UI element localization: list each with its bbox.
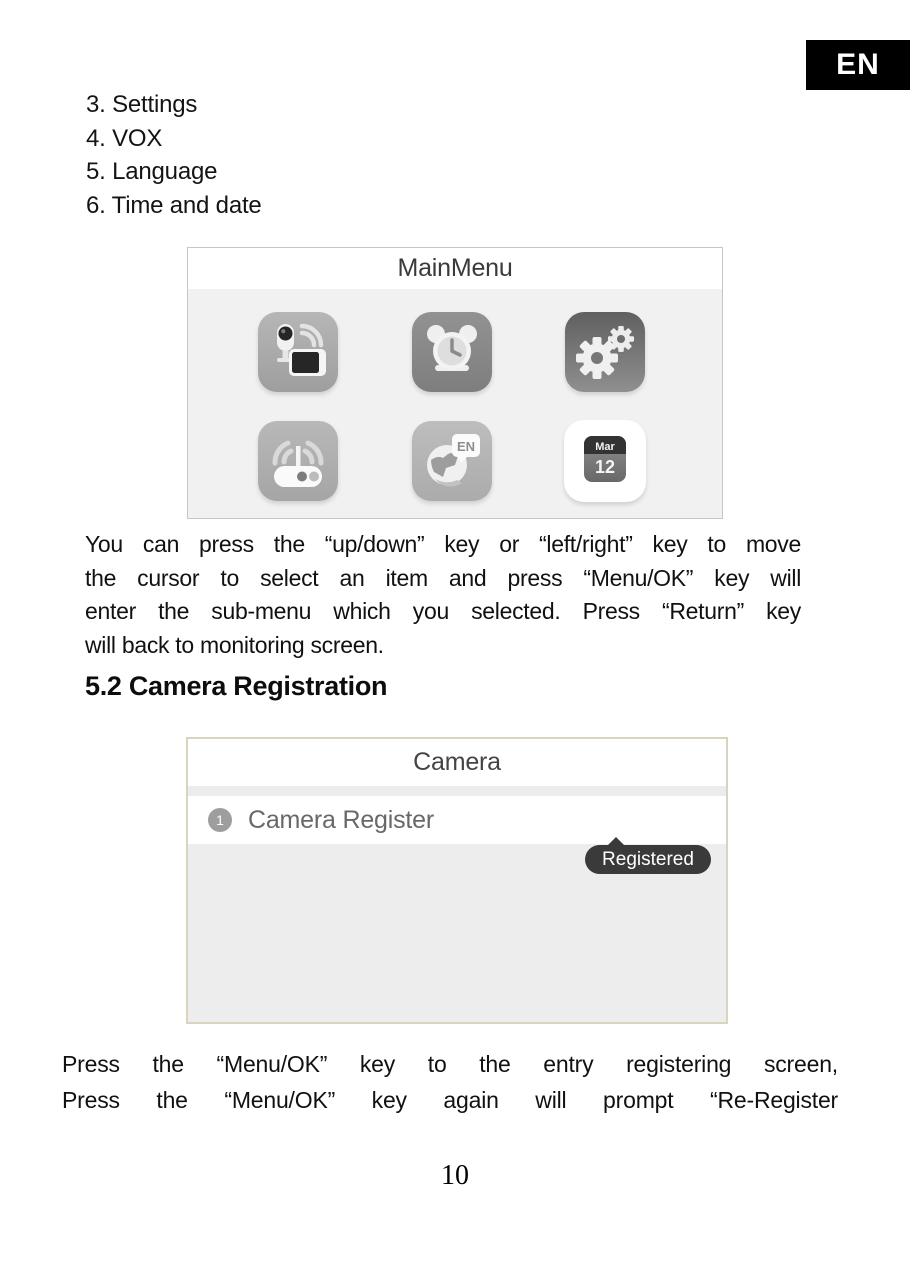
paragraph-line: enter the sub-menu which you selected. Press “Return” key [85,598,801,625]
antenna-signal-icon [257,420,339,502]
paragraph-line: the cursor to select an item and press “Menu/OK” key will [85,564,801,591]
body-paragraph-1 [85,528,801,662]
alarm-clock-icon [411,311,493,393]
language-globe-icon [411,420,493,502]
calendar-day-label: 12 [594,457,616,477]
list-item: 5. Language [86,158,218,185]
mainmenu-icon-grid [188,289,722,502]
menu-item-list [86,88,262,222]
camera-screen-body [188,844,726,1022]
paragraph-line: will back to monitoring screen. [85,631,384,658]
calendar-month-label: Mar [595,441,615,453]
language-badge: EN [806,40,910,90]
body-paragraph-2 [62,1046,838,1118]
divider-strip [188,786,726,796]
camera-screenshot [186,737,728,1024]
list-item: 6. Time and date [86,191,262,219]
section-heading: 5.2 Camera Registration [85,671,388,701]
camera-title: Camera [188,739,726,786]
list-item: 3. Settings [86,91,198,118]
paragraph-line: Press the “Menu/OK” key again will prompt “Re-Register [62,1087,838,1113]
mainmenu-title: MainMenu [188,248,722,289]
registered-tooltip: Registered [585,845,711,874]
item-number-badge: 1 [208,808,232,832]
page-number: 10 [441,1160,469,1191]
settings-gears-icon [564,311,646,393]
paragraph-line: You can press the “up/down” key or “left/right” key to move [85,531,801,557]
mainmenu-screenshot [187,247,723,519]
paragraph-line: Press the “Menu/OK” key to the entry registering screen, [62,1051,838,1077]
camera-pairing-icon [257,311,339,393]
calendar-icon [564,420,646,502]
camera-register-row [188,796,726,844]
language-label: EN [456,439,475,454]
list-item: 4. VOX [86,124,163,152]
camera-register-label: Camera Register [248,805,434,834]
